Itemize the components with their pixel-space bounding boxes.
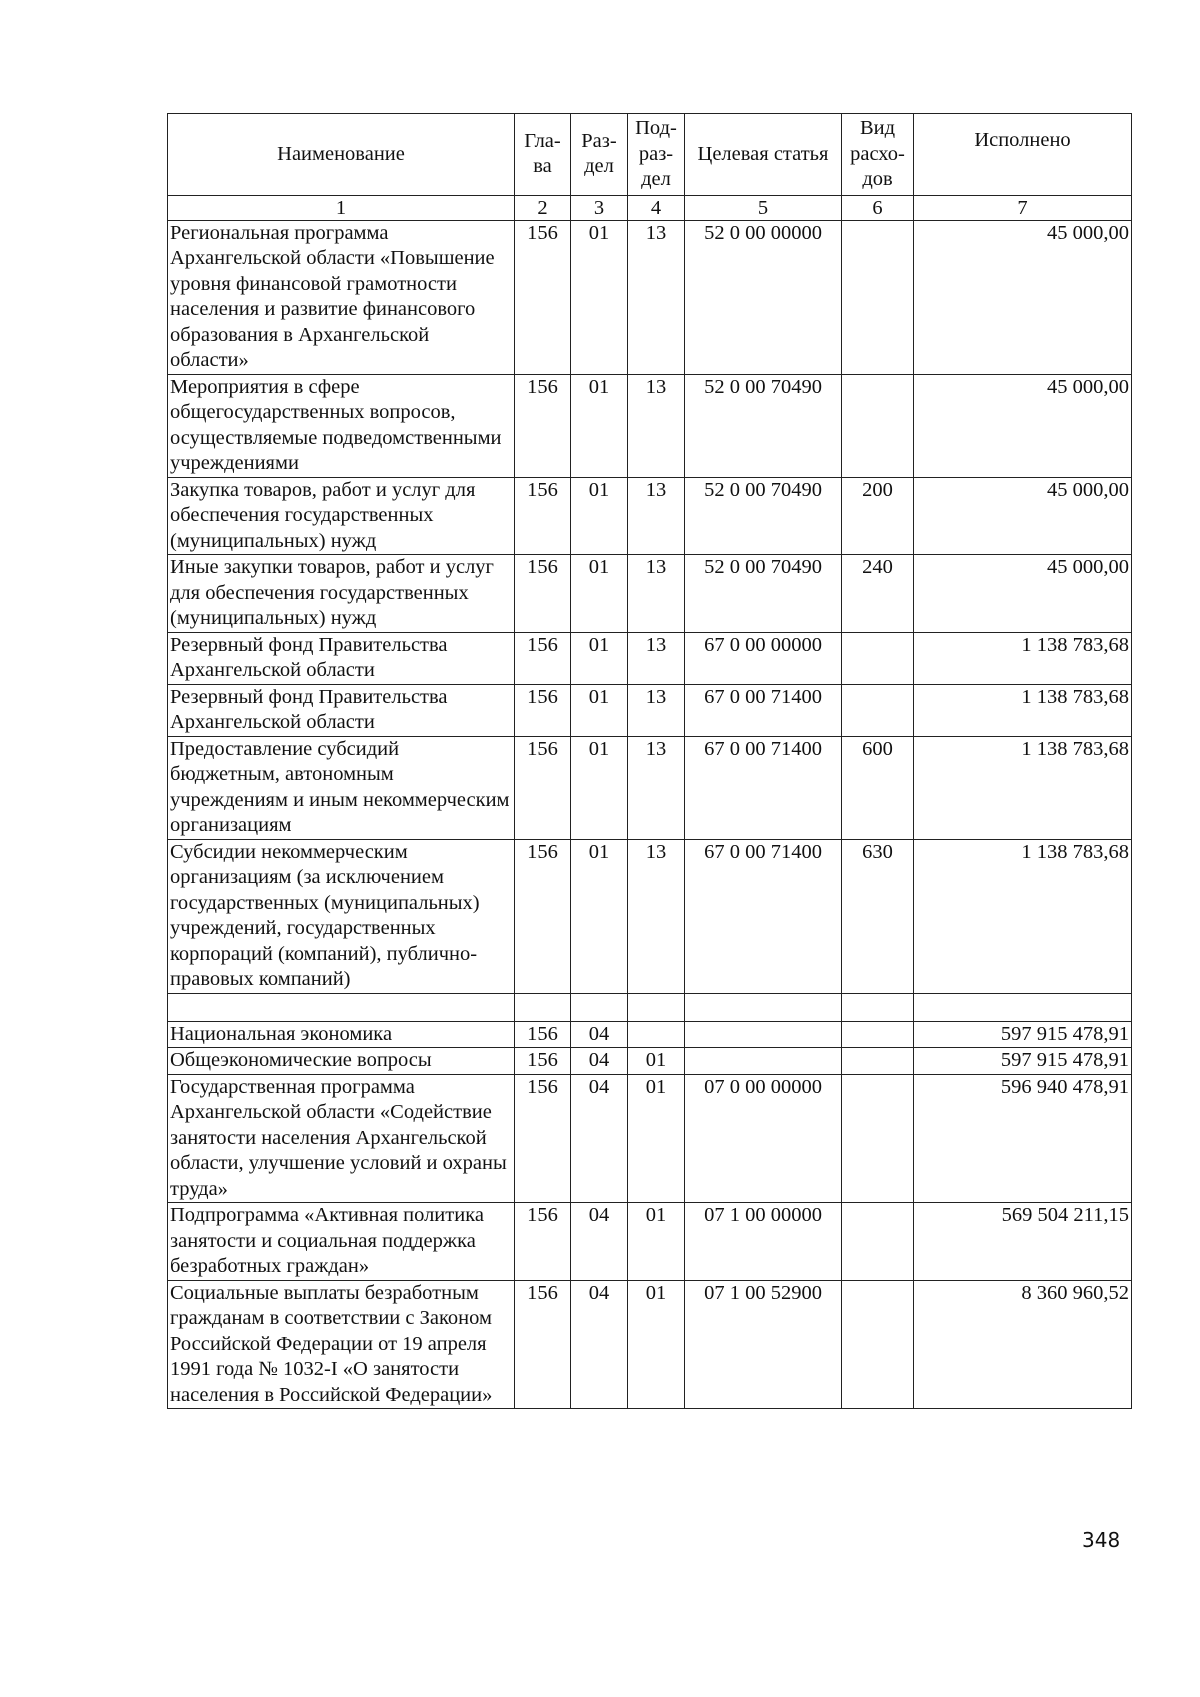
column-number: 4 [628,195,685,220]
row-expense-type: 600 [842,736,914,839]
row-name [168,993,515,1021]
table-row [168,736,1132,839]
row-expense-type [842,1074,914,1203]
row-executed: 1 138 783,68 [914,839,1132,993]
row-subsection: 01 [628,1203,685,1281]
table-row [168,1021,1132,1048]
row-name: Мероприятия в сфере общегосударственных вопросов, осуществляемые подведомственными учреждениями [168,374,515,477]
row-executed: 45 000,00 [914,477,1132,555]
row-target: 67 0 00 00000 [685,632,842,684]
row-target: 07 1 00 00000 [685,1203,842,1281]
table-row [168,684,1132,736]
row-chapter: 156 [515,1021,571,1048]
row-executed: 596 940 478,91 [914,1074,1132,1203]
row-name: Резервный фонд Правительства Архангельской области [168,632,515,684]
row-subsection: 13 [628,839,685,993]
row-executed: 597 915 478,91 [914,1048,1132,1075]
row-subsection: 01 [628,1074,685,1203]
column-number: 7 [914,195,1132,220]
row-executed: 1 138 783,68 [914,736,1132,839]
row-chapter: 156 [515,1280,571,1409]
row-target: 52 0 00 00000 [685,220,842,374]
header-chapter: Гла- ва [515,114,571,196]
row-target: 52 0 00 70490 [685,477,842,555]
table-row [168,632,1132,684]
table-row [168,220,1132,374]
row-name: Национальная экономика [168,1021,515,1048]
row-section: 04 [571,1021,628,1048]
row-expense-type [842,993,914,1021]
row-target: 52 0 00 70490 [685,374,842,477]
row-subsection: 13 [628,684,685,736]
row-executed: 8 360 960,52 [914,1280,1132,1409]
table-row [168,1203,1132,1281]
table-row [168,1048,1132,1075]
row-chapter: 156 [515,839,571,993]
row-target [685,1021,842,1048]
table-row [168,1074,1132,1203]
row-executed: 597 915 478,91 [914,1021,1132,1048]
row-name: Региональная программа Архангельской области «Повышение уровня финансовой грамотности населения и развитие финансового образования в Архангельской области» [168,220,515,374]
row-executed: 569 504 211,15 [914,1203,1132,1281]
row-name: Субсидии некоммерческим организациям (за исключением государственных (муниципальных) учреждений, государственных корпораций (компаний), публично-правовых компаний) [168,839,515,993]
row-section: 04 [571,1280,628,1409]
row-expense-type [842,1280,914,1409]
row-target: 67 0 00 71400 [685,736,842,839]
row-chapter: 156 [515,1074,571,1203]
table-row [168,374,1132,477]
row-executed: 45 000,00 [914,374,1132,477]
header-section: Раз- дел [571,114,628,196]
row-target: 67 0 00 71400 [685,684,842,736]
table-row [168,1280,1132,1409]
row-subsection: 13 [628,477,685,555]
row-subsection: 13 [628,632,685,684]
column-number: 3 [571,195,628,220]
row-target: 67 0 00 71400 [685,839,842,993]
row-name: Иные закупки товаров, работ и услуг для обеспечения государственных (муниципальных) нужд [168,555,515,633]
row-name: Резервный фонд Правительства Архангельской области [168,684,515,736]
table-row [168,839,1132,993]
row-name: Закупка товаров, работ и услуг для обеспечения государственных (муниципальных) нужд [168,477,515,555]
row-section [571,993,628,1021]
page-number: 348 [1082,1528,1121,1552]
row-executed [914,993,1132,1021]
table-row [168,555,1132,633]
row-chapter: 156 [515,736,571,839]
row-section: 01 [571,220,628,374]
table-row [168,477,1132,555]
row-target [685,1048,842,1075]
row-subsection: 13 [628,220,685,374]
header-expense-type: Вид расхо- дов [842,114,914,196]
row-target [685,993,842,1021]
row-target: 07 0 00 00000 [685,1074,842,1203]
row-name: Общеэкономические вопросы [168,1048,515,1075]
row-chapter: 156 [515,632,571,684]
header-subsection: Под- раз- дел [628,114,685,196]
header-target: Целевая статья [685,114,842,196]
row-section: 01 [571,684,628,736]
row-expense-type [842,632,914,684]
row-chapter: 156 [515,477,571,555]
row-chapter: 156 [515,1203,571,1281]
table-row-empty [168,993,1132,1021]
column-number: 5 [685,195,842,220]
row-section: 04 [571,1074,628,1203]
row-section: 01 [571,374,628,477]
column-number: 6 [842,195,914,220]
row-chapter: 156 [515,374,571,477]
row-executed: 45 000,00 [914,220,1132,374]
row-expense-type [842,684,914,736]
row-executed: 1 138 783,68 [914,684,1132,736]
row-section: 01 [571,736,628,839]
row-name: Подпрограмма «Активная политика занятости и социальная поддержка безработных граждан» [168,1203,515,1281]
column-number-row [168,195,1132,220]
row-chapter: 156 [515,1048,571,1075]
row-section: 01 [571,477,628,555]
row-subsection: 01 [628,1280,685,1409]
row-executed: 1 138 783,68 [914,632,1132,684]
row-subsection: 13 [628,736,685,839]
row-expense-type: 240 [842,555,914,633]
row-expense-type: 200 [842,477,914,555]
header-name: Наименование [168,114,515,196]
header-executed: Исполнено [914,114,1132,196]
column-number: 2 [515,195,571,220]
budget-execution-table [167,113,1132,1409]
row-expense-type [842,1021,914,1048]
row-subsection: 01 [628,1048,685,1075]
row-chapter [515,993,571,1021]
table-header-row [168,114,1132,196]
row-name: Государственная программа Архангельской области «Содействие занятости населения Архангельской области, улучшение условий и охраны труда» [168,1074,515,1203]
row-expense-type [842,374,914,477]
row-section: 01 [571,632,628,684]
row-subsection: 13 [628,374,685,477]
row-expense-type: 630 [842,839,914,993]
row-section: 04 [571,1203,628,1281]
row-subsection [628,993,685,1021]
row-executed: 45 000,00 [914,555,1132,633]
row-chapter: 156 [515,555,571,633]
row-section: 01 [571,555,628,633]
column-number: 1 [168,195,515,220]
row-expense-type [842,1048,914,1075]
row-section: 01 [571,839,628,993]
row-chapter: 156 [515,684,571,736]
row-target: 52 0 00 70490 [685,555,842,633]
row-expense-type [842,1203,914,1281]
row-subsection: 13 [628,555,685,633]
row-chapter: 156 [515,220,571,374]
row-target: 07 1 00 52900 [685,1280,842,1409]
row-subsection [628,1021,685,1048]
row-name: Предоставление субсидий бюджетным, автономным учреждениям и иным некоммерческим организациям [168,736,515,839]
row-section: 04 [571,1048,628,1075]
row-name: Социальные выплаты безработным гражданам в соответствии с Законом Российской Федерации от 19 апреля 1991 года № 1032-I «О занятости населения в Российской Федерации» [168,1280,515,1409]
row-expense-type [842,220,914,374]
